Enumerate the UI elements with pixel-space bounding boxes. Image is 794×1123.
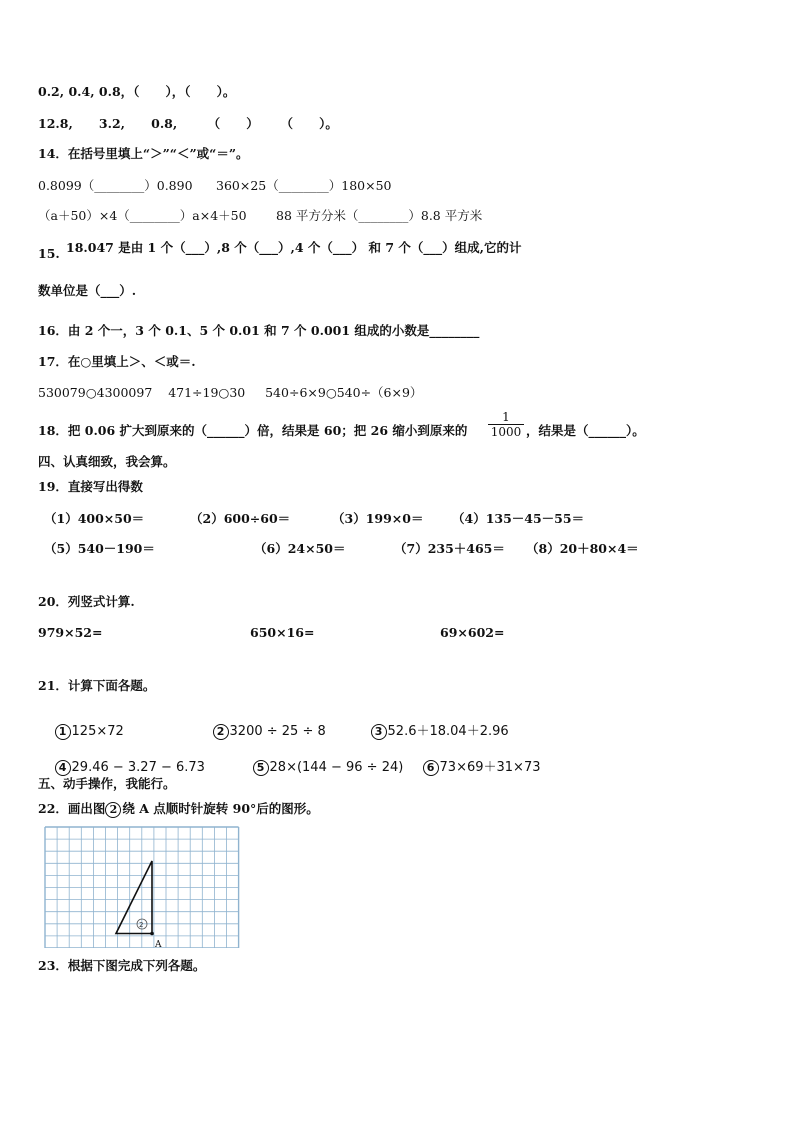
q22-prompt bbox=[38, 801, 319, 818]
q20-item: 69×602= bbox=[440, 625, 505, 640]
q18-fraction-numerator: 1 bbox=[488, 410, 524, 425]
q22-prompt-b: 绕 A 点顺时针旋转 90°后的图形。 bbox=[122, 801, 319, 816]
q15-number: 15. bbox=[38, 246, 60, 261]
q17-title: 17．在○里填上＞、＜或＝. bbox=[38, 354, 196, 369]
q14-item-3: （a＋50）×4（________）a×4＋50 bbox=[38, 208, 247, 223]
q21-item-expression: 52.6＋18.04＋2.96 bbox=[387, 724, 509, 739]
q14-title: 14．在括号里填上“＞”“＜”或“＝”。 bbox=[38, 146, 249, 161]
q14-item-4: 88 平方分米（________）8.8 平方米 bbox=[276, 208, 483, 223]
q15-line-1: 18.047 是由 1 个（___）,8 个（___）,4 个（___） 和 7 个（___）组成,它的计 bbox=[66, 240, 522, 255]
q18-fraction-denominator: 1000 bbox=[490, 425, 522, 439]
section-5-heading: 五、动手操作，我能行。 bbox=[38, 776, 176, 791]
q21-item-expression: 3200 ÷ 25 ÷ 8 bbox=[229, 724, 326, 739]
q21-item-expression: 29.46 − 3.27 − 6.73 bbox=[71, 760, 205, 775]
q23-title: 23．根据下图完成下列各题。 bbox=[38, 958, 206, 973]
q19-item: （7）235＋465＝ bbox=[394, 541, 505, 556]
q15-line-2: 数单位是（___）. bbox=[38, 283, 137, 298]
shape-label: 2 bbox=[139, 921, 144, 929]
q21-item-number: 5 bbox=[253, 760, 269, 776]
q21-title: 21．计算下面各题。 bbox=[38, 678, 156, 693]
q14-item-1: 0.8099（________）0.890 bbox=[38, 178, 193, 193]
q21-item-expression: 125×72 bbox=[71, 724, 124, 739]
q18-text-b: ，结果是（______）。 bbox=[526, 423, 645, 438]
q17-row: 530079○4300097 471÷19○30 540÷6×9○540÷（6×9） bbox=[38, 385, 423, 400]
q18-fraction bbox=[488, 410, 524, 439]
q19-item: （4）135－45－55＝ bbox=[452, 511, 585, 526]
rotation-grid-figure bbox=[44, 826, 244, 952]
q19-item: （1）400×50＝ bbox=[44, 511, 145, 526]
q19-item: （2）600÷60＝ bbox=[190, 511, 291, 526]
q18-text-a: 18．把 0.06 扩大到原来的（______）倍，结果是 60；把 26 缩小到原来的 bbox=[38, 423, 468, 438]
q19-title: 19．直接写出得数 bbox=[38, 479, 143, 494]
q22-figure-number: 2 bbox=[105, 802, 121, 818]
q14-item-2: 360×25（________）180×50 bbox=[216, 178, 392, 193]
point-a-label: A bbox=[155, 940, 162, 948]
grid-svg bbox=[44, 826, 244, 948]
q19-item: （5）540－190＝ bbox=[44, 541, 155, 556]
section-4-heading: 四、认真细致，我会算。 bbox=[38, 454, 176, 469]
q19-item: （3）199×0＝ bbox=[332, 511, 424, 526]
q16: 16．由 2 个一，3 个 0.1、5 个 0.01 和 7 个 0.001 组成的小数是________ bbox=[38, 323, 480, 338]
q21-item-number: 2 bbox=[213, 724, 229, 740]
q21-item-expression: 28×(144 − 96 ÷ 24) bbox=[269, 760, 404, 775]
q19-item: （8）20＋80×4＝ bbox=[526, 541, 639, 556]
q21-item-number: 6 bbox=[423, 760, 439, 776]
q21-item bbox=[236, 744, 403, 792]
sequence-line-2: 12.8, 3.2, 0.8, （ ） （ ）。 bbox=[38, 116, 338, 131]
sequence-line-1: 0.2, 0.4, 0.8，（ ），（ ）。 bbox=[38, 84, 236, 99]
q22-prompt-a: 22．画出图 bbox=[38, 801, 106, 816]
grid-lines bbox=[45, 827, 239, 948]
q21-item-number: 4 bbox=[55, 760, 71, 776]
q20-item: 979×52= bbox=[38, 625, 103, 640]
q21-item bbox=[406, 744, 541, 792]
q19-item: （6）24×50＝ bbox=[254, 541, 346, 556]
q20-item: 650×16= bbox=[250, 625, 315, 640]
q21-item-expression: 73×69＋31×73 bbox=[439, 760, 541, 775]
q20-title: 20．列竖式计算. bbox=[38, 594, 135, 609]
q21-item-number: 1 bbox=[55, 724, 71, 740]
point-a-dot bbox=[150, 932, 154, 936]
q21-item-number: 3 bbox=[371, 724, 387, 740]
